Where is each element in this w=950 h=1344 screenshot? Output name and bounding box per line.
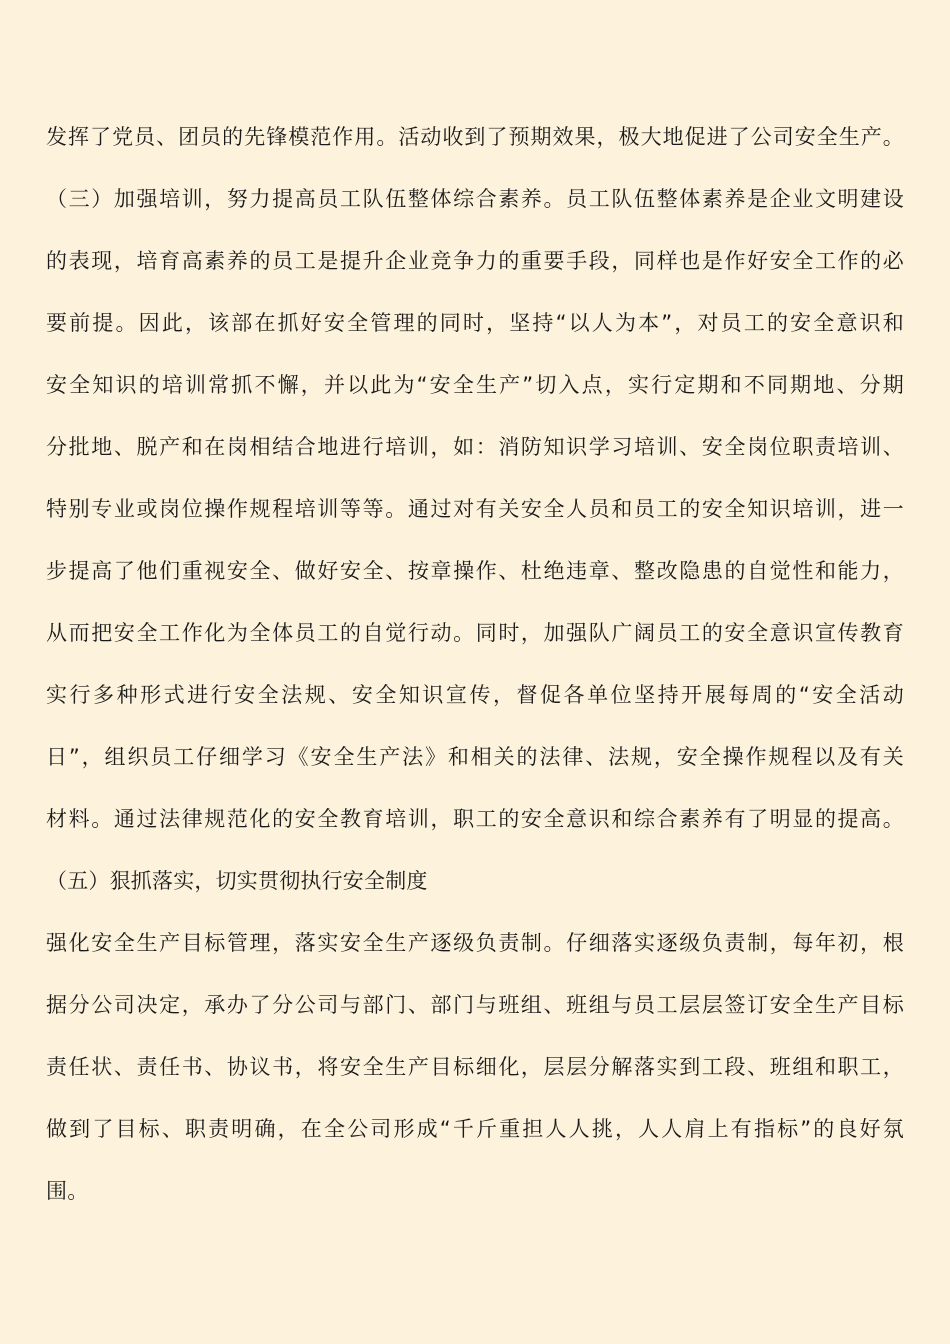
- text-line-16: 责任状、责任书、协议书，将安全生产目标细化，层层分解落实到工段、班组和职工，: [46, 1055, 904, 1079]
- text-line-10: 实行多种形式进行安全法规、安全知识宣传，督促各单位坚持开展每周的“安全活动: [46, 683, 904, 707]
- text-line-3: 的表现，培育高素养的员工是提升企业竞争力的重要手段，同样也是作好安全工作的必: [46, 249, 904, 273]
- text-line-11: 日”，组织员工仔细学习《安全生产法》和相关的法律、法规，安全操作规程以及有关: [46, 745, 904, 769]
- text-line-18: 围。: [46, 1179, 89, 1203]
- text-line-12: 材料。通过法律规范化的安全教育培训，职工的安全意识和综合素养有了明显的提高。: [46, 807, 904, 831]
- text-line-1: 发挥了党员、团员的先锋模范作用。活动收到了预期效果，极大地促进了公司安全生产。: [46, 125, 904, 149]
- section-heading: （五）狠抓落实，切实贯彻执行安全制度: [46, 869, 428, 893]
- text-line-5: 安全知识的培训常抓不懈，并以此为“安全生产”切入点，实行定期和不同期地、分期: [46, 373, 904, 397]
- text-line-9: 从而把安全工作化为全体员工的自觉行动。同时，加强队广阔员工的安全意识宣传教育: [46, 621, 904, 645]
- text-line-2: （三）加强培训，努力提高员工队伍整体综合素养。员工队伍整体素养是企业文明建设: [46, 187, 904, 211]
- text-line-6: 分批地、脱产和在岗相结合地进行培训，如：消防知识学习培训、安全岗位职责培训、: [46, 435, 904, 459]
- text-line-17: 做到了目标、职责明确，在全公司形成“千斤重担人人挑，人人肩上有指标”的良好氛: [46, 1117, 904, 1141]
- text-line-14: 强化安全生产目标管理，落实安全生产逐级负责制。仔细落实逐级负责制，每年初，根: [46, 931, 904, 955]
- text-line-7: 特别专业或岗位操作规程培训等等。通过对有关安全人员和员工的安全知识培训，进一: [46, 497, 904, 521]
- text-line-4: 要前提。因此，该部在抓好安全管理的同时，坚持“以人为本”，对员工的安全意识和: [46, 311, 904, 335]
- text-line-8: 步提高了他们重视安全、做好安全、按章操作、杜绝违章、整改隐患的自觉性和能力，: [46, 559, 904, 583]
- text-line-15: 据分公司决定，承办了分公司与部门、部门与班组、班组与员工层层签订安全生产目标: [46, 993, 904, 1017]
